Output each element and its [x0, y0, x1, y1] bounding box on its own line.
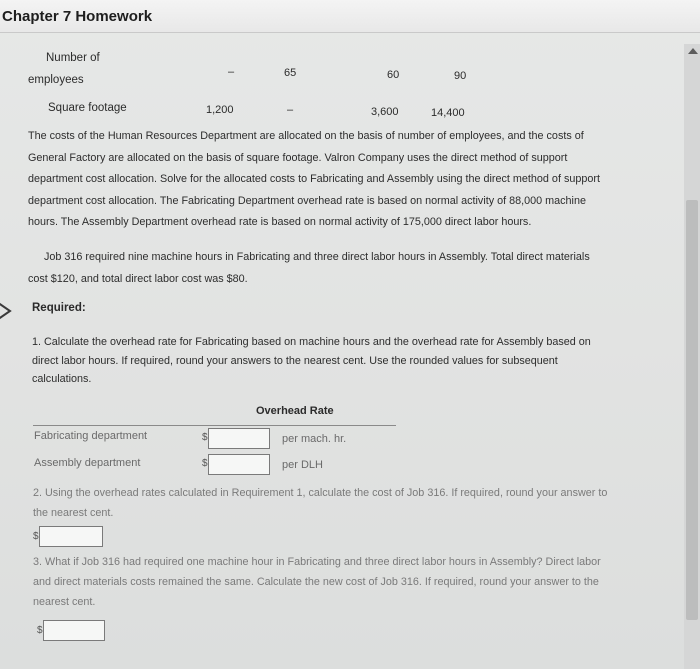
assembly-label: Assembly department — [34, 457, 141, 469]
overhead-rate-header: Overhead Rate — [256, 405, 334, 417]
page-title: Chapter 7 Homework — [2, 8, 153, 25]
question-line: nearest cent. — [33, 596, 96, 608]
question-line: 1. Calculate the overhead rate for Fabricating based on machine hours and the overhead rate for Assembly based on — [32, 336, 591, 348]
paragraph-line: The costs of the Human Resources Department are allocated on the basis of number of employees, and the costs of — [28, 130, 584, 142]
table-divider — [33, 425, 396, 426]
employees-label-line2: employees — [28, 74, 84, 86]
employees-value-3: 60 — [387, 69, 400, 81]
required-heading: Required: — [32, 302, 86, 314]
sqft-value-2: – — [287, 104, 294, 116]
fabricating-label: Fabricating department — [34, 430, 148, 442]
paragraph-line: Job 316 required nine machine hours in Fabricating and three direct labor hours in Assembly. Total direct materials — [44, 251, 590, 263]
employees-value-4: 90 — [454, 70, 467, 82]
question-2 — [33, 483, 673, 523]
paragraph-line: General Factory are allocated on the basis of square footage. Valron Company uses the direct method of support — [28, 151, 568, 164]
employees-value-1: – — [228, 66, 235, 78]
assembly-rate-input[interactable] — [208, 454, 270, 475]
job-cost-input[interactable] — [39, 526, 103, 547]
scrollbar-thumb[interactable] — [686, 200, 698, 620]
job-cost-currency: $ — [33, 531, 39, 542]
employees-label-line1: Number of — [46, 52, 100, 64]
fabricating-currency: $ — [202, 432, 208, 443]
fabricating-rate-input[interactable] — [208, 428, 270, 449]
sqft-value-1: 1,200 — [206, 104, 234, 116]
problem-paragraph — [28, 126, 678, 234]
paragraph-line: department cost allocation. Solve for the allocated costs to Fabricating and Assembly using the direct method of support — [28, 173, 600, 185]
paragraph-line: cost $120, and total direct labor cost was $80. — [28, 272, 248, 285]
question-line: 2. Using the overhead rates calculated in Requirement 1, calculate the cost of Job 316. If required, round your answer to — [33, 487, 608, 499]
paragraph-line: department cost allocation. The Fabricating Department overhead rate is based on normal activity of 88,000 machine — [28, 194, 586, 207]
scroll-up-icon[interactable] — [688, 48, 698, 54]
assembly-unit: per DLH — [282, 459, 323, 471]
fabricating-unit: per mach. hr. — [282, 433, 347, 445]
question-line: calculations. — [32, 373, 92, 385]
sqft-label: Square footage — [48, 102, 127, 114]
chevron-right-icon — [0, 298, 14, 324]
employees-value-2: 65 — [284, 67, 297, 79]
new-job-cost-input[interactable] — [43, 620, 105, 641]
new-job-cost-currency: $ — [37, 625, 43, 636]
job-paragraph — [28, 247, 678, 290]
sqft-value-3: 3,600 — [371, 106, 399, 118]
assembly-currency: $ — [202, 458, 208, 469]
paragraph-line: hours. The Assembly Department overhead rate is based on normal activity of 175,000 direct labor hours. — [28, 216, 532, 228]
question-line: 3. What if Job 316 had required one machine hour in Fabricating and three direct labor hours in Assembly? Direct labor — [33, 556, 601, 568]
question-3 — [33, 552, 673, 612]
question-line: direct labor hours. If required, round your answers to the nearest cent. Use the rounded values for subsequent — [32, 354, 558, 367]
question-line: the nearest cent. — [33, 507, 114, 519]
title-bar — [0, 0, 700, 33]
sqft-value-4: 14,400 — [431, 107, 465, 119]
question-1 — [32, 333, 662, 389]
question-line: and direct materials costs remained the same. Calculate the new cost of Job 316. If required, round your answer to the — [33, 576, 599, 588]
